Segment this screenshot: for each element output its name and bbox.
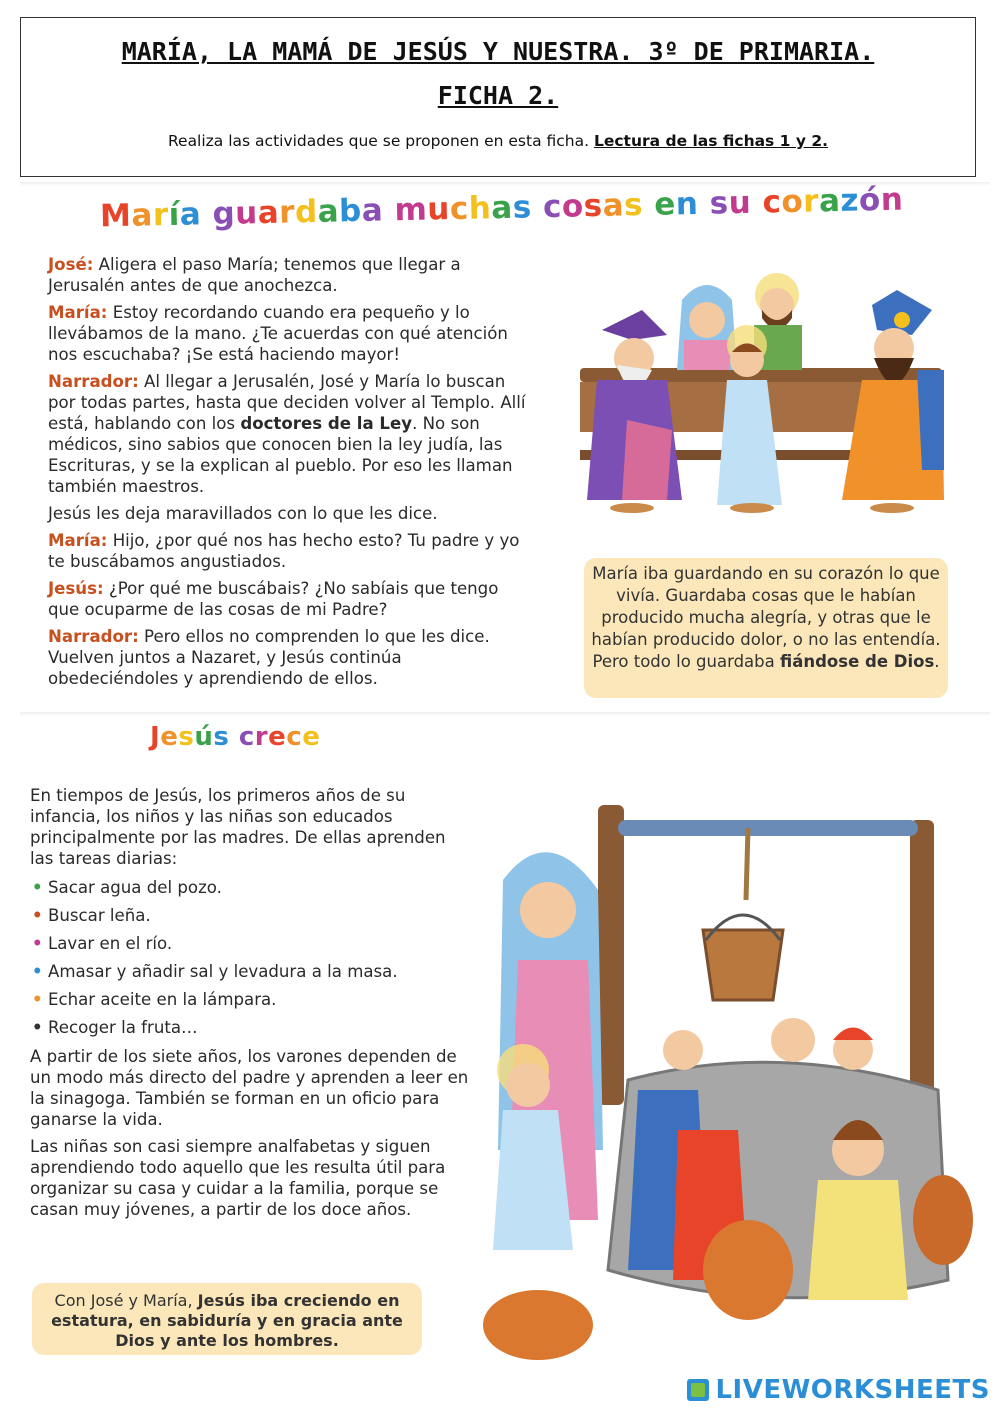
- title-letter: c: [762, 184, 782, 221]
- title-letter: M: [99, 197, 132, 235]
- dialog-text-line: Pero ellos no comprenden lo que les dice. Vuelven juntos a Nazaret, y Jesús continúa obedeciéndoles y aprendiendo de ellos.: [48, 627, 490, 688]
- sandal: [870, 503, 914, 513]
- intro-paragraph: En tiempos de Jesús, los primeros años de su infancia, los niños y las niñas son educados principalmente por las madres. De ellas aprenden las tareas diarias:: [30, 786, 446, 868]
- doctor-robe-front: [622, 420, 672, 500]
- temple-illustration: [572, 270, 950, 515]
- dialog-line: [48, 371, 533, 497]
- jesus-face: [506, 1063, 550, 1107]
- title-letter: í: [168, 196, 181, 233]
- child-face: [663, 1030, 703, 1070]
- dialog-text-line: . No son médicos, sino sabios que conocen bien la ley judía, las Escrituras, y se la explican al pueblo. Por eso les llaman también maestros.: [48, 414, 513, 496]
- speaker: Jesús:: [48, 579, 104, 598]
- dialog-line: [48, 254, 533, 296]
- boy-robe: [808, 1180, 908, 1300]
- header-box: [20, 17, 976, 177]
- title-letter: e: [653, 186, 677, 223]
- note-text: Con José y María,: [54, 1291, 198, 1310]
- title-letter: [229, 722, 239, 752]
- task-text: Amasar y añadir sal y levadura a la masa.: [48, 962, 398, 981]
- child-hair: [833, 1028, 873, 1041]
- title-letter: J: [150, 722, 161, 752]
- bullet-icon: •: [32, 934, 43, 953]
- title-letter: c: [542, 188, 563, 226]
- doctor-hat: [602, 310, 667, 340]
- mary-dress: [684, 340, 730, 370]
- title-letter: c: [449, 190, 470, 228]
- section1-title: [100, 182, 904, 235]
- title-letter: a: [317, 193, 340, 230]
- divider: [20, 712, 990, 716]
- task-item: [30, 933, 470, 954]
- title-letter: a: [179, 196, 202, 233]
- dialog-text-line: Aligera el paso María; tenemos que llegar a Jerusalén antes de que anochezca.: [48, 255, 461, 295]
- task-item: [30, 905, 470, 926]
- title-letter: h: [468, 190, 492, 227]
- dialog-line: [48, 503, 533, 524]
- well-illustration: [478, 800, 978, 1365]
- mary-face: [520, 882, 576, 938]
- title-letter: s: [213, 722, 230, 752]
- dialog-text-line: ¿Por qué me buscábais? ¿No sabíais que tengo que ocuparme de las cosas de mi Padre?: [48, 579, 499, 619]
- title-letter: e: [160, 722, 179, 752]
- title-letter: a: [818, 182, 841, 220]
- note-text: María iba guardando en su corazón lo que vivía. Guardaba cosas que le habían producido mucha alegría, y otras que le habían producido dolor, o no las entendía. Pero todo lo guardaba: [591, 564, 941, 671]
- star-icon: [894, 312, 910, 328]
- section2-title: [150, 722, 320, 752]
- footer-logo[interactable]: [687, 1375, 990, 1405]
- bullet-icon: •: [32, 1018, 43, 1037]
- well-post-left: [598, 805, 624, 1105]
- title-letter: n: [675, 185, 699, 223]
- speaker: José:: [48, 255, 94, 274]
- task-text: Echar aceite en la lámpara.: [48, 990, 277, 1009]
- title-letter: n: [880, 181, 904, 219]
- dialog-text-line: Hijo, ¿por qué nos has hecho esto? Tu padre y yo te buscábamos angustiados.: [48, 531, 520, 571]
- title-letter: z: [840, 182, 860, 219]
- liveworksheets-logo-icon: [687, 1379, 709, 1401]
- bullet-icon: •: [32, 878, 43, 897]
- note-box-1: [584, 558, 948, 698]
- title-letter: [531, 189, 543, 225]
- page-title: MARÍA, LA MAMÁ DE JESÚS Y NUESTRA. 3º DE PRIMARIA. FICHA 2.: [121, 37, 875, 110]
- bullet-icon: •: [32, 962, 43, 981]
- title-letter: [698, 186, 710, 222]
- title-letter: g: [212, 195, 236, 233]
- title-letter: [751, 185, 763, 221]
- dialog-line: [48, 530, 533, 572]
- title-letter: r: [278, 194, 296, 231]
- title-letter: ó: [858, 182, 882, 219]
- title-letter: a: [361, 192, 384, 229]
- title-letter: e: [302, 722, 321, 752]
- title-letter: a: [490, 189, 514, 227]
- task-text: Sacar agua del pozo.: [48, 878, 222, 897]
- title-letter: s: [623, 187, 644, 224]
- title-letter: u: [728, 184, 752, 222]
- title-letter: d: [294, 193, 319, 231]
- title-letter: u: [234, 195, 259, 232]
- brand-name: LIVEWORKSHEETS: [715, 1375, 990, 1405]
- note-end: .: [934, 652, 940, 671]
- title-letter: e: [268, 722, 287, 752]
- title-letter: o: [781, 183, 804, 221]
- task-item: [30, 1017, 470, 1038]
- jar-icon: [913, 1175, 973, 1265]
- dialog-line: [48, 578, 533, 620]
- title-letter: a: [257, 194, 280, 232]
- title-letter: r: [802, 183, 820, 220]
- rope: [746, 828, 748, 900]
- sandal: [610, 503, 654, 513]
- speaker: Narrador:: [48, 627, 139, 646]
- task-item: [30, 877, 470, 898]
- paragraph-boys: A partir de los siete años, los varones dependen de un modo más directo del padre y aprenden a leer en la sinagoga. También se forman en un oficio para ganarse la vida.: [30, 1047, 469, 1129]
- title-letter: m: [394, 191, 428, 229]
- title-letter: c: [238, 722, 255, 752]
- task-item: [30, 961, 470, 982]
- instructions: [21, 132, 975, 150]
- body-text-2: [30, 785, 470, 1226]
- title-letter: s: [178, 722, 195, 752]
- task-text: Buscar leña.: [48, 906, 151, 925]
- title-letter: s: [512, 189, 533, 226]
- dialog-text: [48, 254, 533, 695]
- title-letter: a: [602, 187, 625, 224]
- dialog-text-line: Estoy recordando cuando era pequeño y lo llevábamos de la mano. ¿Te acuerdas con qué atención nos escuchaba? ¡Se está haciendo mayor!: [48, 303, 508, 364]
- speaker: María:: [48, 531, 108, 550]
- reading-link[interactable]: Lectura de las fichas 1 y 2.: [593, 132, 829, 150]
- title-letter: s: [709, 185, 730, 222]
- mary-face: [689, 302, 725, 338]
- bullet-icon: •: [32, 990, 43, 1009]
- bullet-icon: •: [32, 906, 43, 925]
- instruction-text: Realiza las actividades que se proponen en esta ficha.: [167, 132, 590, 150]
- task-item: [30, 989, 470, 1010]
- title-letter: a: [131, 197, 154, 234]
- dialog-text-line: Al llegar a Jerusalén, José y María lo buscan por todas partes, hasta que deciden volver al Templo. Allí está, hablando con los: [48, 372, 526, 433]
- task-text: Lavar en el río.: [48, 934, 173, 953]
- speaker: Narrador:: [48, 372, 139, 391]
- jar-icon: [483, 1290, 593, 1360]
- dialog-line: [48, 626, 533, 689]
- speaker: María:: [48, 303, 108, 322]
- paragraph-girls: Las niñas son casi siempre analfabetas y siguen aprendiendo todo aquello que les resulta útil para organizar su casa y cuidar a la familia, porque se casan muy jóvenes, a partir de los doce años.: [30, 1137, 446, 1219]
- well-beam: [618, 820, 918, 836]
- task-text: Recoger la fruta…: [48, 1018, 198, 1037]
- title-letter: ú: [194, 722, 214, 752]
- task-list: [30, 877, 470, 1038]
- well-post-right: [910, 820, 934, 1120]
- dialog-line: [48, 302, 533, 365]
- title-letter: o: [561, 188, 585, 225]
- dialog-bold: doctores de la Ley: [240, 414, 413, 433]
- note-box-2: [32, 1283, 422, 1355]
- title-letter: r: [152, 196, 170, 234]
- sandal: [730, 503, 774, 513]
- dialog-text-line: Jesús les deja maravillados con lo que les dice.: [48, 504, 438, 523]
- jar-icon: [703, 1220, 793, 1320]
- title-letter: r: [254, 722, 269, 752]
- title-letter: s: [583, 187, 604, 225]
- note-bold: Jesús iba creciendo en estatura, en sabiduría y en gracia ante Dios y ante los hombres.: [51, 1291, 403, 1350]
- title-letter: c: [286, 722, 303, 752]
- title-letter: u: [426, 191, 451, 228]
- bucket-icon: [703, 930, 783, 1000]
- child-face: [771, 1018, 815, 1062]
- title-letter: b: [338, 192, 363, 230]
- note-bold: fiándose de Dios: [780, 652, 935, 671]
